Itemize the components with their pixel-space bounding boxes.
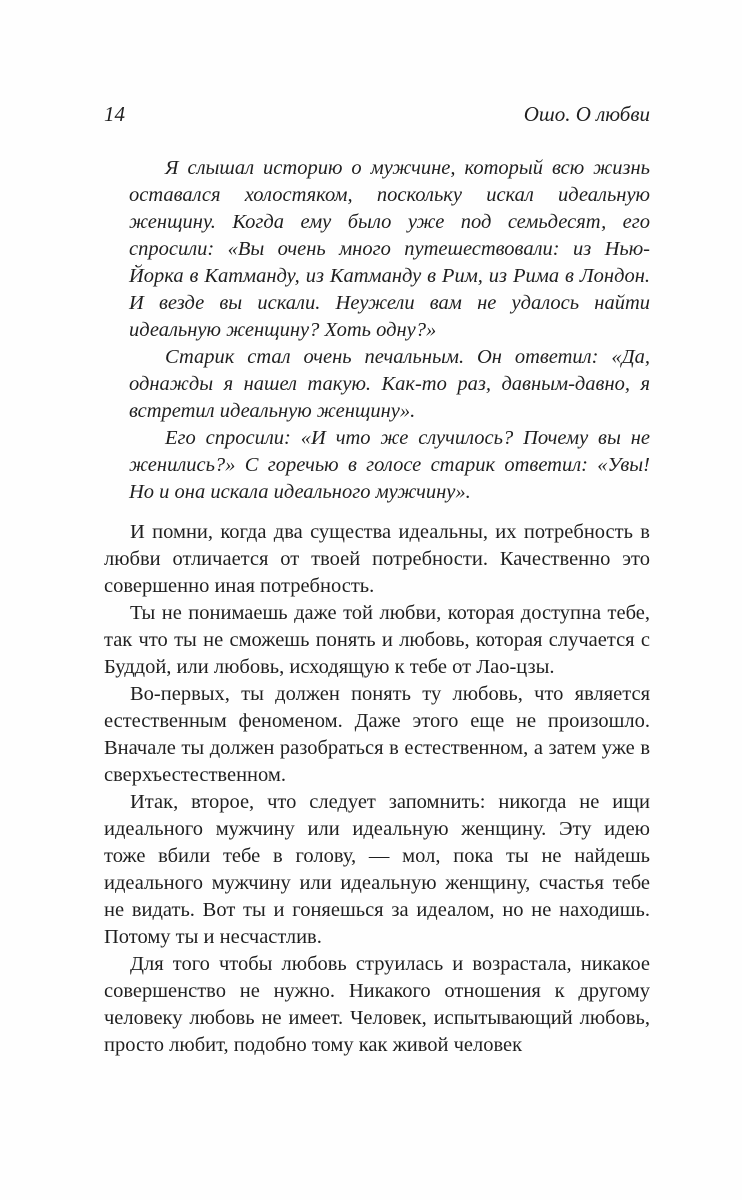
body-paragraph: И помни, когда два существа идеальны, их потребность в любви отличается от твоей потребности. Качественно это совершенно иная потребность. xyxy=(104,521,650,597)
running-title: Ошо. О любви xyxy=(523,102,650,126)
running-header xyxy=(104,102,650,126)
quote-block xyxy=(129,155,650,506)
quote-paragraph: Его спросили: «И что же случилось? Почему вы не женились?» С горечью в голосе старик ответил: «Увы! Но и она искала идеального мужчину». xyxy=(129,427,650,503)
body-text xyxy=(104,519,650,1059)
quote-paragraph: Я слышал историю о мужчине, который всю жизнь оставался холостяком, поскольку искал идеальную женщину. Когда ему было уже под семьдесят, его спросили: «Вы очень много путешествовали: из Нью-Йорка в Катманду, из Катманду в Рим, из Рима в Лондон. И везде вы искали. Неужели вам не удалось найти идеальную женщину? Хоть одну?» xyxy=(129,157,650,341)
body-paragraph: Во-первых, ты должен понять ту любовь, что является естественным феноменом. Даже этого еще не произошло. Вначале ты должен разобраться в естественном, а затем уже в сверхъестественном. xyxy=(104,683,650,786)
body-paragraph: Ты не понимаешь даже той любви, которая доступна тебе, так что ты не сможешь понять и любовь, которая случается с Буддой, или любовь, исходящую к тебе от Лао-цзы. xyxy=(104,602,650,678)
quote-paragraph: Старик стал очень печальным. Он ответил: «Да, однажды я нашел такую. Как-то раз, давным-давно, я встретил идеальную женщину». xyxy=(129,346,650,422)
body-paragraph: Итак, второе, что следует запомнить: никогда не ищи идеального мужчину или идеальную женщину. Эту идею тоже вбили тебе в голову, — мол, пока ты не найдешь идеального мужчину или идеальную женщину, счастья тебе не видать. Вот ты и гоняешься за идеалом, но не находишь. Потому ты и несчастлив. xyxy=(104,791,650,948)
body-paragraph: Для того чтобы любовь струилась и возрастала, никакое совершенство не нужно. Никакого отношения к другому человеку любовь не имеет. Человек, испытывающий любовь, просто любит, подобно тому как живой человек xyxy=(104,953,650,1056)
page-number: 14 xyxy=(104,102,125,126)
